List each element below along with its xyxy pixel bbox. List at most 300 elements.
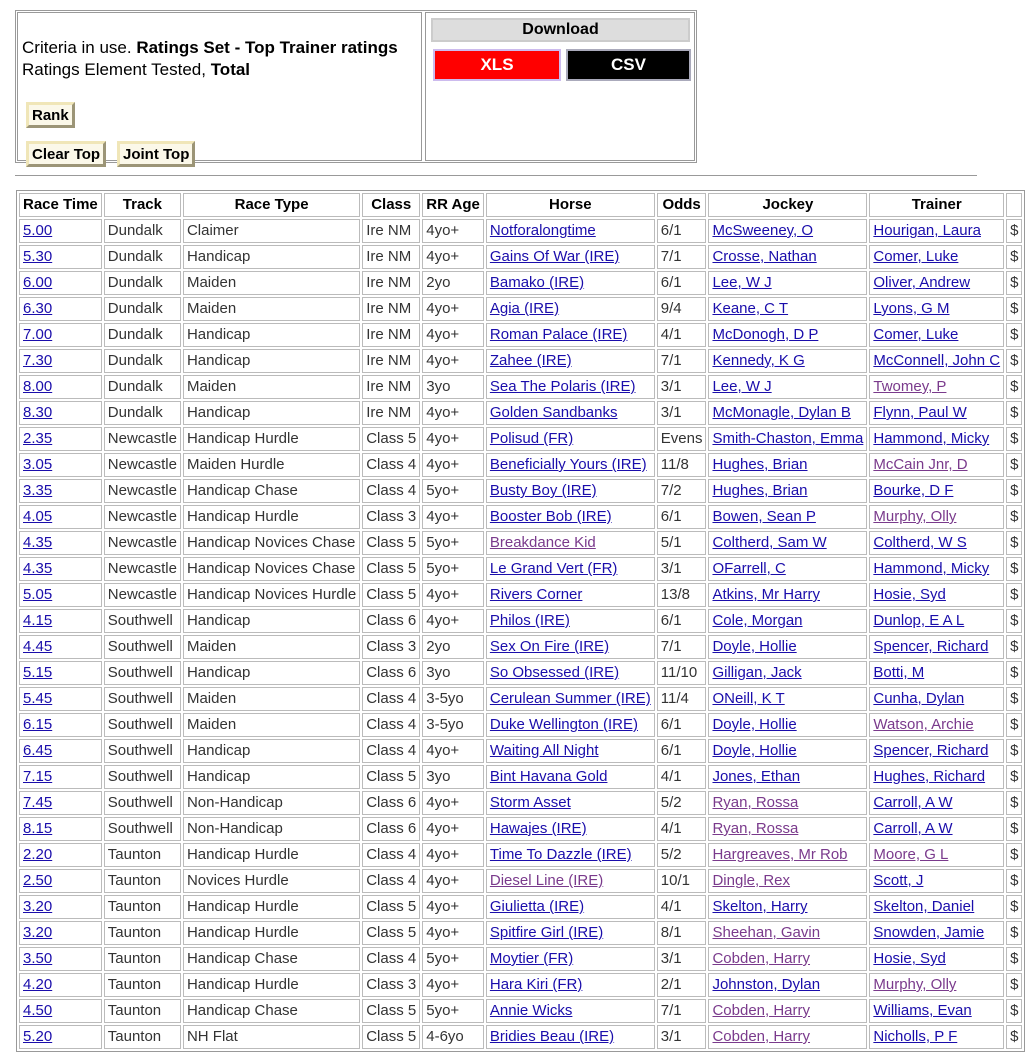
horse-link[interactable]: Zahee (IRE) (489, 352, 572, 369)
race-time-cell (19, 1025, 102, 1049)
track-cell: Dundalk (104, 219, 181, 243)
race-type-cell: Novices Hurdle (183, 869, 360, 893)
jockey-link[interactable]: Ryan, Rossa (712, 794, 799, 811)
jockey-link[interactable]: Kennedy, K G (712, 352, 805, 369)
age-cell: 4yo+ (422, 453, 484, 477)
trainer-cell (869, 323, 1004, 347)
race-time-link[interactable]: 5.45 (23, 690, 53, 707)
horse-cell (486, 895, 655, 919)
extra-cell: $ (1006, 635, 1022, 659)
trainer-link[interactable]: Carroll, A W (873, 820, 953, 837)
jockey-link[interactable]: Cobden, Harry (712, 1002, 811, 1019)
horse-link[interactable]: Diesel Line (IRE) (489, 872, 604, 889)
class-cell: Class 5 (362, 583, 420, 607)
horse-cell (486, 921, 655, 945)
track-cell: Newcastle (104, 505, 181, 529)
track-cell: Dundalk (104, 349, 181, 373)
trainer-link[interactable]: Moore, G L (873, 846, 949, 863)
race-time-link[interactable]: 7.30 (23, 352, 53, 369)
jockey-link[interactable]: Atkins, Mr Harry (712, 586, 820, 603)
race-type-cell: Handicap (183, 401, 360, 425)
jockey-link[interactable]: Cole, Morgan (712, 612, 803, 629)
odds-cell: 7/1 (657, 999, 707, 1023)
horse-cell (486, 869, 655, 893)
horse-link[interactable]: Golden Sandbanks (489, 404, 618, 421)
divider (15, 175, 977, 176)
table-row (19, 635, 1022, 659)
class-cell: Class 4 (362, 947, 420, 971)
race-time-link[interactable]: 2.35 (23, 430, 53, 447)
jockey-link[interactable]: ONeill, K T (712, 690, 785, 707)
trainer-cell (869, 999, 1004, 1023)
jockey-link[interactable]: Hughes, Brian (712, 482, 808, 499)
trainer-link[interactable]: Scott, J (873, 872, 924, 889)
extra-cell: $ (1006, 323, 1022, 347)
class-cell: Class 3 (362, 973, 420, 997)
horse-link[interactable]: Hawajes (IRE) (489, 820, 587, 837)
race-time-link[interactable]: 2.20 (23, 846, 53, 863)
extra-cell: $ (1006, 973, 1022, 997)
extra-cell: $ (1006, 791, 1022, 815)
horse-cell (486, 843, 655, 867)
jockey-link[interactable]: Doyle, Hollie (712, 716, 797, 733)
horse-link[interactable]: Waiting All Night (489, 742, 599, 759)
jockey-cell (708, 713, 867, 737)
race-time-link[interactable]: 5.00 (23, 222, 53, 239)
trainer-link[interactable]: Bourke, D F (873, 482, 954, 499)
age-cell: 4yo+ (422, 349, 484, 373)
horse-link[interactable]: Bridies Beau (IRE) (489, 1028, 615, 1045)
race-time-link[interactable]: 3.20 (23, 924, 53, 941)
jockey-link[interactable]: Doyle, Hollie (712, 638, 797, 655)
jockey-cell (708, 349, 867, 373)
horse-link[interactable]: Spitfire Girl (IRE) (489, 924, 604, 941)
race-time-link[interactable]: 7.15 (23, 768, 53, 785)
race-time-link[interactable]: 4.45 (23, 638, 53, 655)
table-row (19, 271, 1022, 295)
track-cell: Southwell (104, 609, 181, 633)
table-row (19, 505, 1022, 529)
download-box (425, 12, 695, 161)
race-time-link[interactable]: 5.05 (23, 586, 53, 603)
horse-cell (486, 401, 655, 425)
table-row (19, 661, 1022, 685)
horse-cell (486, 375, 655, 399)
horse-link[interactable]: Booster Bob (IRE) (489, 508, 612, 525)
horse-link[interactable]: Duke Wellington (IRE) (489, 716, 638, 733)
trainer-cell (869, 453, 1004, 477)
race-time-link[interactable]: 4.35 (23, 534, 53, 551)
class-cell: Class 3 (362, 505, 420, 529)
trainer-link[interactable]: Snowden, Jamie (873, 924, 985, 941)
jockey-link[interactable]: Lee, W J (712, 274, 772, 291)
trainer-cell (869, 427, 1004, 451)
race-time-cell (19, 557, 102, 581)
odds-cell: 5/1 (657, 531, 707, 555)
table-row (19, 583, 1022, 607)
trainer-link[interactable]: Hammond, Micky (873, 560, 990, 577)
class-cell: Class 5 (362, 921, 420, 945)
age-cell: 5yo+ (422, 531, 484, 555)
race-time-link[interactable]: 2.50 (23, 872, 53, 889)
race-time-link[interactable]: 3.35 (23, 482, 53, 499)
jockey-cell (708, 921, 867, 945)
jockey-link[interactable]: Coltherd, Sam W (712, 534, 827, 551)
class-cell: Class 6 (362, 817, 420, 841)
race-time-cell (19, 323, 102, 347)
track-cell: Taunton (104, 869, 181, 893)
table-row (19, 245, 1022, 269)
table-row (19, 401, 1022, 425)
class-cell: Class 5 (362, 999, 420, 1023)
extra-cell: $ (1006, 271, 1022, 295)
odds-cell: 6/1 (657, 271, 707, 295)
age-cell: 4yo+ (422, 739, 484, 763)
horse-link[interactable]: Gains Of War (IRE) (489, 248, 620, 265)
class-cell: Ire NM (362, 375, 420, 399)
race-type-cell: Maiden (183, 713, 360, 737)
horse-cell (486, 427, 655, 451)
trainer-cell (869, 271, 1004, 295)
extra-cell: $ (1006, 349, 1022, 373)
trainer-link[interactable]: Murphy, Olly (873, 508, 957, 525)
jockey-cell (708, 895, 867, 919)
trainer-link[interactable]: Nicholls, P F (873, 1028, 958, 1045)
horse-link[interactable]: Sea The Polaris (IRE) (489, 378, 636, 395)
trainer-link[interactable]: Skelton, Daniel (873, 898, 975, 915)
trainer-cell (869, 245, 1004, 269)
age-cell: 4yo+ (422, 323, 484, 347)
trainer-link[interactable]: Flynn, Paul W (873, 404, 967, 421)
extra-cell: $ (1006, 609, 1022, 633)
trainer-link[interactable]: Murphy, Olly (873, 976, 957, 993)
jockey-cell (708, 843, 867, 867)
jockey-cell (708, 661, 867, 685)
age-cell: 4yo+ (422, 219, 484, 243)
track-cell: Taunton (104, 843, 181, 867)
trainer-cell (869, 375, 1004, 399)
race-type-cell: Maiden (183, 687, 360, 711)
race-time-cell (19, 427, 102, 451)
race-time-cell (19, 713, 102, 737)
race-type-cell: Handicap Hurdle (183, 427, 360, 451)
race-time-link[interactable]: 4.05 (23, 508, 53, 525)
clear-top-button[interactable]: Clear Top (26, 141, 106, 167)
odds-cell: 4/1 (657, 765, 707, 789)
horse-link[interactable]: Time To Dazzle (IRE) (489, 846, 632, 863)
horse-link[interactable]: Notforalongtime (489, 222, 596, 239)
jockey-link[interactable]: Cobden, Harry (712, 950, 811, 967)
jockey-cell (708, 479, 867, 503)
extra-cell: $ (1006, 687, 1022, 711)
horse-link[interactable]: Philos (IRE) (489, 612, 570, 629)
horse-link[interactable]: Roman Palace (IRE) (489, 326, 628, 343)
column-header: Jockey (708, 193, 867, 217)
horse-link[interactable]: Cerulean Summer (IRE) (489, 690, 651, 707)
table-row (19, 791, 1022, 815)
race-time-link[interactable]: 5.30 (23, 248, 53, 265)
trainer-link[interactable]: Oliver, Andrew (873, 274, 971, 291)
download-header: Download (431, 18, 690, 42)
trainer-link[interactable]: Hughes, Richard (873, 768, 986, 785)
horse-link[interactable]: Hara Kiri (FR) (489, 976, 583, 993)
race-type-cell: Maiden (183, 297, 360, 321)
odds-cell: 11/8 (657, 453, 707, 477)
column-header: RR Age (422, 193, 484, 217)
horse-link[interactable]: Annie Wicks (489, 1002, 573, 1019)
horse-cell (486, 687, 655, 711)
extra-cell: $ (1006, 895, 1022, 919)
column-header: Track (104, 193, 181, 217)
horse-link[interactable]: Moytier (FR) (489, 950, 574, 967)
race-type-cell: Non-Handicap (183, 817, 360, 841)
table-row (19, 817, 1022, 841)
horse-link[interactable]: Beneficially Yours (IRE) (489, 456, 647, 473)
table-row (19, 843, 1022, 867)
class-cell: Class 6 (362, 609, 420, 633)
age-cell: 2yo (422, 635, 484, 659)
race-time-cell (19, 973, 102, 997)
jockey-link[interactable]: Sheehan, Gavin (712, 924, 821, 941)
race-time-link[interactable]: 4.35 (23, 560, 53, 577)
extra-cell: $ (1006, 869, 1022, 893)
jockey-link[interactable]: Lee, W J (712, 378, 772, 395)
trainer-link[interactable]: Cunha, Dylan (873, 690, 965, 707)
odds-cell: 7/1 (657, 349, 707, 373)
trainer-link[interactable]: Botti, M (873, 664, 925, 681)
jockey-link[interactable]: Johnston, Dylan (712, 976, 821, 993)
rank-button[interactable]: Rank (26, 102, 75, 128)
jockey-link[interactable]: Hughes, Brian (712, 456, 808, 473)
jockey-link[interactable]: Bowen, Sean P (712, 508, 816, 525)
class-cell: Class 5 (362, 557, 420, 581)
trainer-link[interactable]: Spencer, Richard (873, 742, 989, 759)
horse-cell (486, 479, 655, 503)
race-time-link[interactable]: 3.05 (23, 456, 53, 473)
odds-cell: 3/1 (657, 375, 707, 399)
race-time-cell (19, 765, 102, 789)
race-type-cell: NH Flat (183, 1025, 360, 1049)
age-cell: 5yo+ (422, 557, 484, 581)
jockey-cell (708, 869, 867, 893)
class-cell: Ire NM (362, 271, 420, 295)
trainer-link[interactable]: Spencer, Richard (873, 638, 989, 655)
jockey-cell (708, 765, 867, 789)
trainer-link[interactable]: Dunlop, E A L (873, 612, 965, 629)
jockey-link[interactable]: Crosse, Nathan (712, 248, 817, 265)
age-cell: 3yo (422, 765, 484, 789)
trainer-cell (869, 791, 1004, 815)
age-cell: 4yo+ (422, 817, 484, 841)
horse-link[interactable]: Le Grand Vert (FR) (489, 560, 618, 577)
race-time-link[interactable]: 3.50 (23, 950, 53, 967)
trainer-link[interactable]: Lyons, G M (873, 300, 950, 317)
table-row (19, 869, 1022, 893)
trainer-link[interactable]: Comer, Luke (873, 248, 959, 265)
class-cell: Class 5 (362, 427, 420, 451)
race-time-cell (19, 297, 102, 321)
age-cell: 3-5yo (422, 713, 484, 737)
track-cell: Newcastle (104, 427, 181, 451)
column-header: Horse (486, 193, 655, 217)
track-cell: Southwell (104, 713, 181, 737)
age-cell: 4yo+ (422, 297, 484, 321)
criteria-label: Criteria in use. (22, 38, 137, 57)
trainer-cell (869, 583, 1004, 607)
trainer-link[interactable]: Carroll, A W (873, 794, 953, 811)
horse-link[interactable]: Bint Havana Gold (489, 768, 608, 785)
horse-cell (486, 1025, 655, 1049)
extra-cell: $ (1006, 557, 1022, 581)
extra-cell: $ (1006, 531, 1022, 555)
horse-cell (486, 947, 655, 971)
race-time-cell (19, 609, 102, 633)
jockey-link[interactable]: Smith-Chaston, Emma (712, 430, 864, 447)
jockey-link[interactable]: Dingle, Rex (712, 872, 791, 889)
age-cell: 4-6yo (422, 1025, 484, 1049)
age-cell: 4yo+ (422, 921, 484, 945)
odds-cell: 11/4 (657, 687, 707, 711)
column-header: Odds (657, 193, 707, 217)
race-time-link[interactable]: 7.45 (23, 794, 53, 811)
trainer-cell (869, 947, 1004, 971)
trainer-link[interactable]: McCain Jnr, D (873, 456, 968, 473)
trainer-link[interactable]: Hammond, Micky (873, 430, 990, 447)
horse-link[interactable]: Polisud (FR) (489, 430, 574, 447)
race-time-link[interactable]: 7.00 (23, 326, 53, 343)
extra-cell: $ (1006, 713, 1022, 737)
race-time-link[interactable]: 6.00 (23, 274, 53, 291)
jockey-link[interactable]: McMonagle, Dylan B (712, 404, 851, 421)
race-time-link[interactable]: 4.20 (23, 976, 53, 993)
race-time-link[interactable]: 4.50 (23, 1002, 53, 1019)
race-time-link[interactable]: 5.20 (23, 1028, 53, 1045)
race-time-link[interactable]: 6.30 (23, 300, 53, 317)
horse-cell (486, 791, 655, 815)
trainer-cell (869, 739, 1004, 763)
race-time-link[interactable]: 6.15 (23, 716, 53, 733)
trainer-cell (869, 895, 1004, 919)
race-time-cell (19, 401, 102, 425)
class-cell: Ire NM (362, 219, 420, 243)
jockey-link[interactable]: Skelton, Harry (712, 898, 808, 915)
trainer-link[interactable]: Hosie, Syd (873, 586, 946, 603)
jockey-link[interactable]: McDonogh, D P (712, 326, 819, 343)
class-cell: Class 3 (362, 635, 420, 659)
race-time-link[interactable]: 8.30 (23, 404, 53, 421)
jockey-link[interactable]: Keane, C T (712, 300, 789, 317)
age-cell: 4yo+ (422, 609, 484, 633)
class-cell: Class 4 (362, 739, 420, 763)
class-cell: Class 5 (362, 895, 420, 919)
column-header: Trainer (869, 193, 1004, 217)
horse-link[interactable]: Sex On Fire (IRE) (489, 638, 610, 655)
element-line (22, 60, 250, 80)
odds-cell: 3/1 (657, 947, 707, 971)
race-type-cell: Handicap (183, 609, 360, 633)
odds-cell: 6/1 (657, 739, 707, 763)
race-time-cell (19, 895, 102, 919)
race-type-cell: Handicap (183, 245, 360, 269)
race-time-cell (19, 349, 102, 373)
trainer-link[interactable]: Hosie, Syd (873, 950, 946, 967)
csv-download-button[interactable]: CSV (566, 49, 691, 81)
trainer-link[interactable]: Williams, Evan (873, 1002, 972, 1019)
odds-cell: 4/1 (657, 817, 707, 841)
trainer-cell (869, 765, 1004, 789)
jockey-link[interactable]: Ryan, Rossa (712, 820, 799, 837)
extra-cell: $ (1006, 921, 1022, 945)
trainer-link[interactable]: Comer, Luke (873, 326, 959, 343)
race-time-link[interactable]: 4.15 (23, 612, 53, 629)
trainer-link[interactable]: Twomey, P (873, 378, 947, 395)
horse-cell (486, 765, 655, 789)
column-header: Race Type (183, 193, 360, 217)
table-row (19, 947, 1022, 971)
race-time-cell (19, 921, 102, 945)
race-time-link[interactable]: 8.15 (23, 820, 53, 837)
trainer-link[interactable]: Watson, Archie (873, 716, 974, 733)
extra-cell: $ (1006, 297, 1022, 321)
jockey-cell (708, 635, 867, 659)
horse-cell (486, 531, 655, 555)
horse-link[interactable]: Giulietta (IRE) (489, 898, 585, 915)
race-type-cell: Handicap Novices Chase (183, 531, 360, 555)
horse-link[interactable]: Bamako (IRE) (489, 274, 585, 291)
race-time-link[interactable]: 8.00 (23, 378, 53, 395)
horse-cell (486, 973, 655, 997)
joint-top-button[interactable]: Joint Top (117, 141, 195, 167)
jockey-link[interactable]: Gilligan, Jack (712, 664, 802, 681)
trainer-link[interactable]: Coltherd, W S (873, 534, 967, 551)
jockey-cell (708, 219, 867, 243)
race-time-link[interactable]: 3.20 (23, 898, 53, 915)
odds-cell: 5/2 (657, 843, 707, 867)
extra-cell: $ (1006, 843, 1022, 867)
track-cell: Southwell (104, 739, 181, 763)
extra-cell: $ (1006, 739, 1022, 763)
race-type-cell: Handicap Novices Chase (183, 557, 360, 581)
horse-link[interactable]: Busty Boy (IRE) (489, 482, 597, 499)
horse-link[interactable]: Breakdance Kid (489, 534, 596, 551)
jockey-link[interactable]: McSweeney, O (712, 222, 814, 239)
jockey-link[interactable]: Hargreaves, Mr Rob (712, 846, 848, 863)
horse-link[interactable]: Rivers Corner (489, 586, 583, 603)
extra-cell: $ (1006, 999, 1022, 1023)
race-time-link[interactable]: 6.45 (23, 742, 53, 759)
jockey-link[interactable]: Jones, Ethan (712, 768, 801, 785)
jockey-link[interactable]: Cobden, Harry (712, 1028, 811, 1045)
jockey-link[interactable]: Doyle, Hollie (712, 742, 797, 759)
class-cell: Class 5 (362, 765, 420, 789)
horse-cell (486, 661, 655, 685)
xls-download-button[interactable]: XLS (433, 49, 561, 81)
trainer-link[interactable]: McConnell, John C (873, 352, 1001, 369)
horse-cell (486, 999, 655, 1023)
horse-link[interactable]: So Obsessed (IRE) (489, 664, 620, 681)
age-cell: 4yo+ (422, 427, 484, 451)
horse-link[interactable]: Agia (IRE) (489, 300, 560, 317)
element-label: Ratings Element Tested, (22, 60, 211, 79)
odds-cell: 3/1 (657, 401, 707, 425)
jockey-link[interactable]: OFarrell, C (712, 560, 786, 577)
trainer-link[interactable]: Hourigan, Laura (873, 222, 981, 239)
horse-link[interactable]: Storm Asset (489, 794, 571, 811)
odds-cell: 4/1 (657, 895, 707, 919)
odds-cell: 2/1 (657, 973, 707, 997)
extra-cell: $ (1006, 427, 1022, 451)
race-time-link[interactable]: 5.15 (23, 664, 53, 681)
